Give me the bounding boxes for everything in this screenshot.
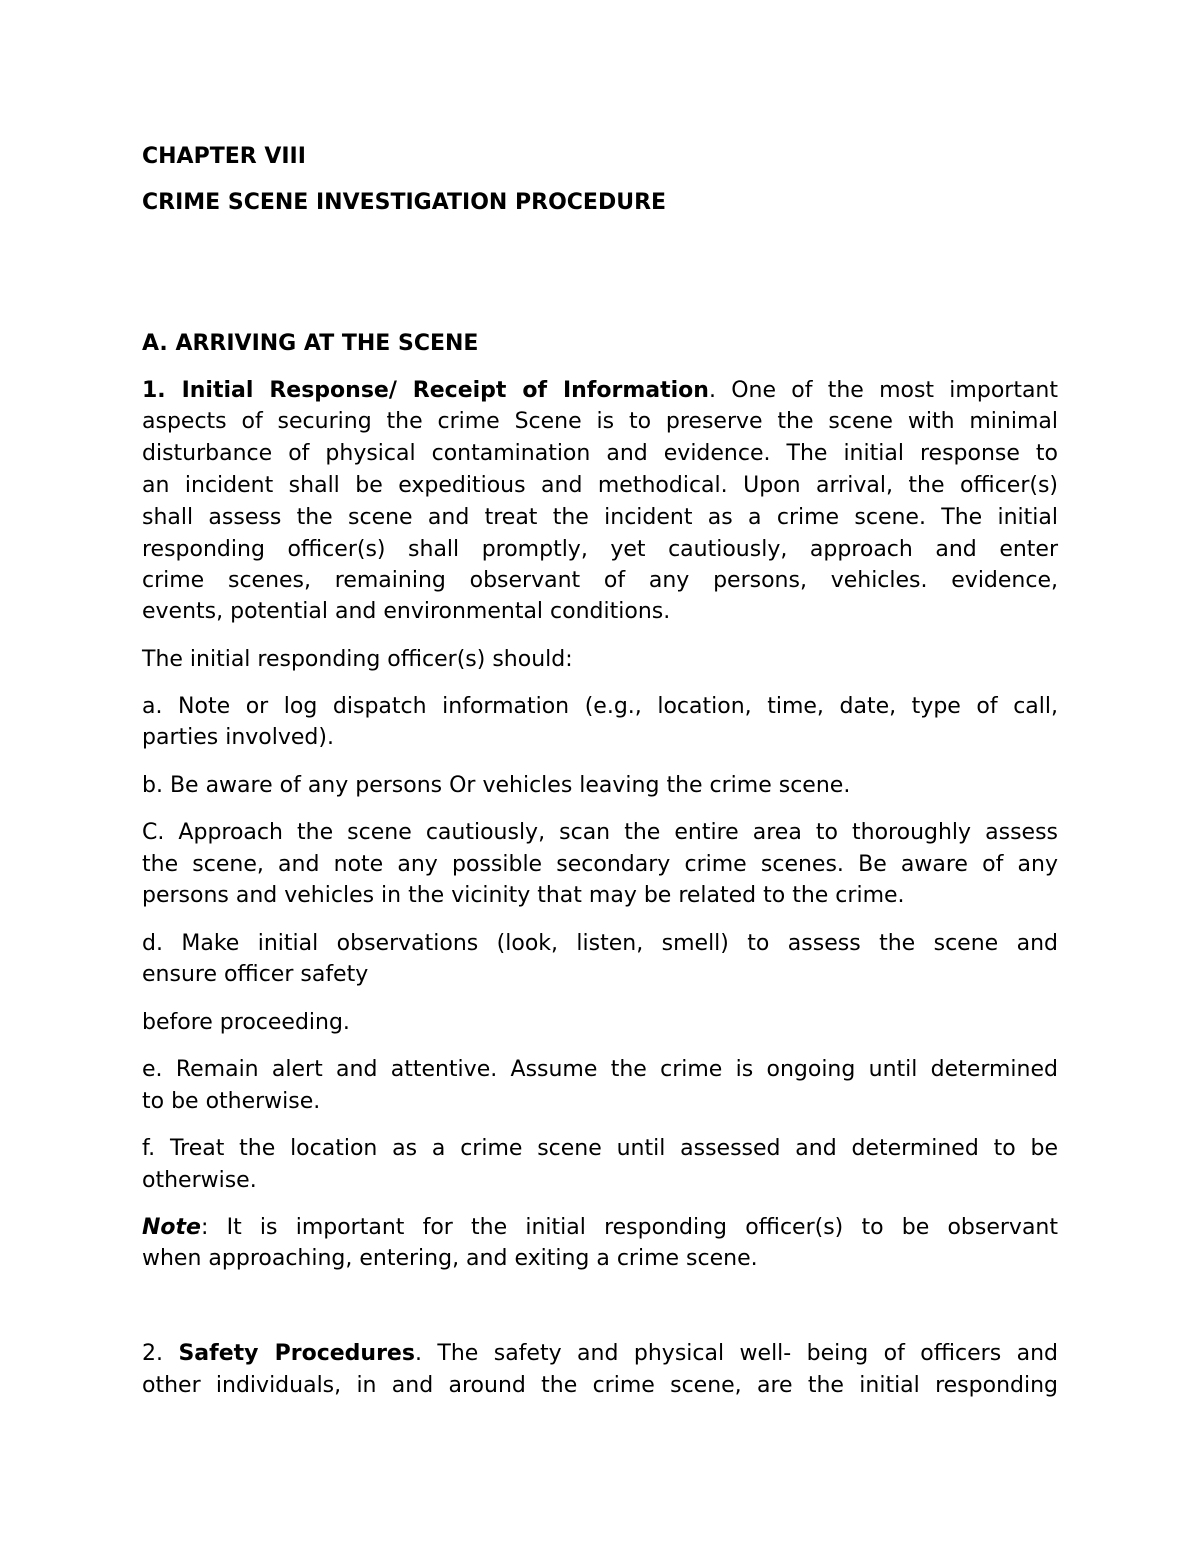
item1-line-4: shall assess the scene and treat the incident as a crime scene. The initial	[142, 505, 1058, 530]
step-d-line-1: ensure officer safety	[142, 962, 369, 987]
item2-line-0	[142, 1343, 1058, 1365]
note-text-0: : It is important for the initial responding officer(s) to be observant	[200, 1215, 1058, 1240]
step-e-line-0: e. Remain alert and attentive. Assume the crime is ongoing until determined	[142, 1057, 1058, 1082]
step-d-continuation: before proceeding.	[142, 1010, 350, 1035]
step-c-line-0: C. Approach the scene cautiously, scan the entire area to thoroughly assess	[142, 820, 1058, 845]
item1-line-3: an incident shall be expeditious and methodical. Upon arrival, the officer(s)	[142, 473, 1058, 498]
step-c-line-2: persons and vehicles in the vicinity that may be related to the crime.	[142, 883, 905, 908]
item2-line-1: other individuals, in and around the crime scene, are the initial responding	[142, 1373, 1058, 1398]
item1-line-5: responding officer(s) shall promptly, yet cautiously, approach and enter	[142, 537, 1058, 562]
item2-text-0: . The safety and physical well- being of officers and	[414, 1341, 1059, 1366]
step-a-line-0: a. Note or log dispatch information (e.g., location, time, date, type of call,	[142, 694, 1058, 719]
step-e-line-1: to be otherwise.	[142, 1089, 321, 1114]
chapter-title: CRIME SCENE INVESTIGATION PROCEDURE	[142, 190, 667, 215]
section-a-heading: A. ARRIVING AT THE SCENE	[142, 331, 479, 356]
item1-line-6: crime scenes, remaining observant of any persons, vehicles. evidence,	[142, 568, 1058, 593]
step-b-line-0: b. Be aware of any persons Or vehicles leaving the crime scene.	[142, 773, 851, 798]
step-d-line-0: d. Make initial observations (look, listen, smell) to assess the scene and	[142, 931, 1058, 956]
step-a-line-1: parties involved).	[142, 725, 334, 750]
item1-line-1: aspects of securing the crime Scene is to preserve the scene with minimal	[142, 409, 1058, 434]
item1-line-7: events, potential and environmental conditions.	[142, 599, 671, 624]
note-line-0	[142, 1217, 1058, 1239]
step-f-line-0: f. Treat the location as a crime scene until assessed and determined to be	[142, 1136, 1058, 1161]
item2-label: Safety Procedures	[178, 1341, 415, 1366]
item1-text-0: . One of the most important	[708, 378, 1058, 403]
item2-number: 2.	[142, 1341, 179, 1366]
steps-intro: The initial responding officer(s) should:	[142, 647, 573, 672]
item1-line-2: disturbance of physical contamination and evidence. The initial response to	[142, 441, 1058, 466]
note-label: Note	[142, 1215, 201, 1240]
note-line-1: when approaching, entering, and exiting a crime scene.	[142, 1246, 758, 1271]
step-f-line-1: otherwise.	[142, 1168, 257, 1193]
step-c-line-1: the scene, and note any possible secondary crime scenes. Be aware of any	[142, 852, 1058, 877]
item1-label: 1. Initial Response/ Receipt of Information	[142, 378, 709, 403]
chapter-heading: CHAPTER VIII	[142, 144, 306, 169]
item1-line-0	[142, 380, 1058, 402]
